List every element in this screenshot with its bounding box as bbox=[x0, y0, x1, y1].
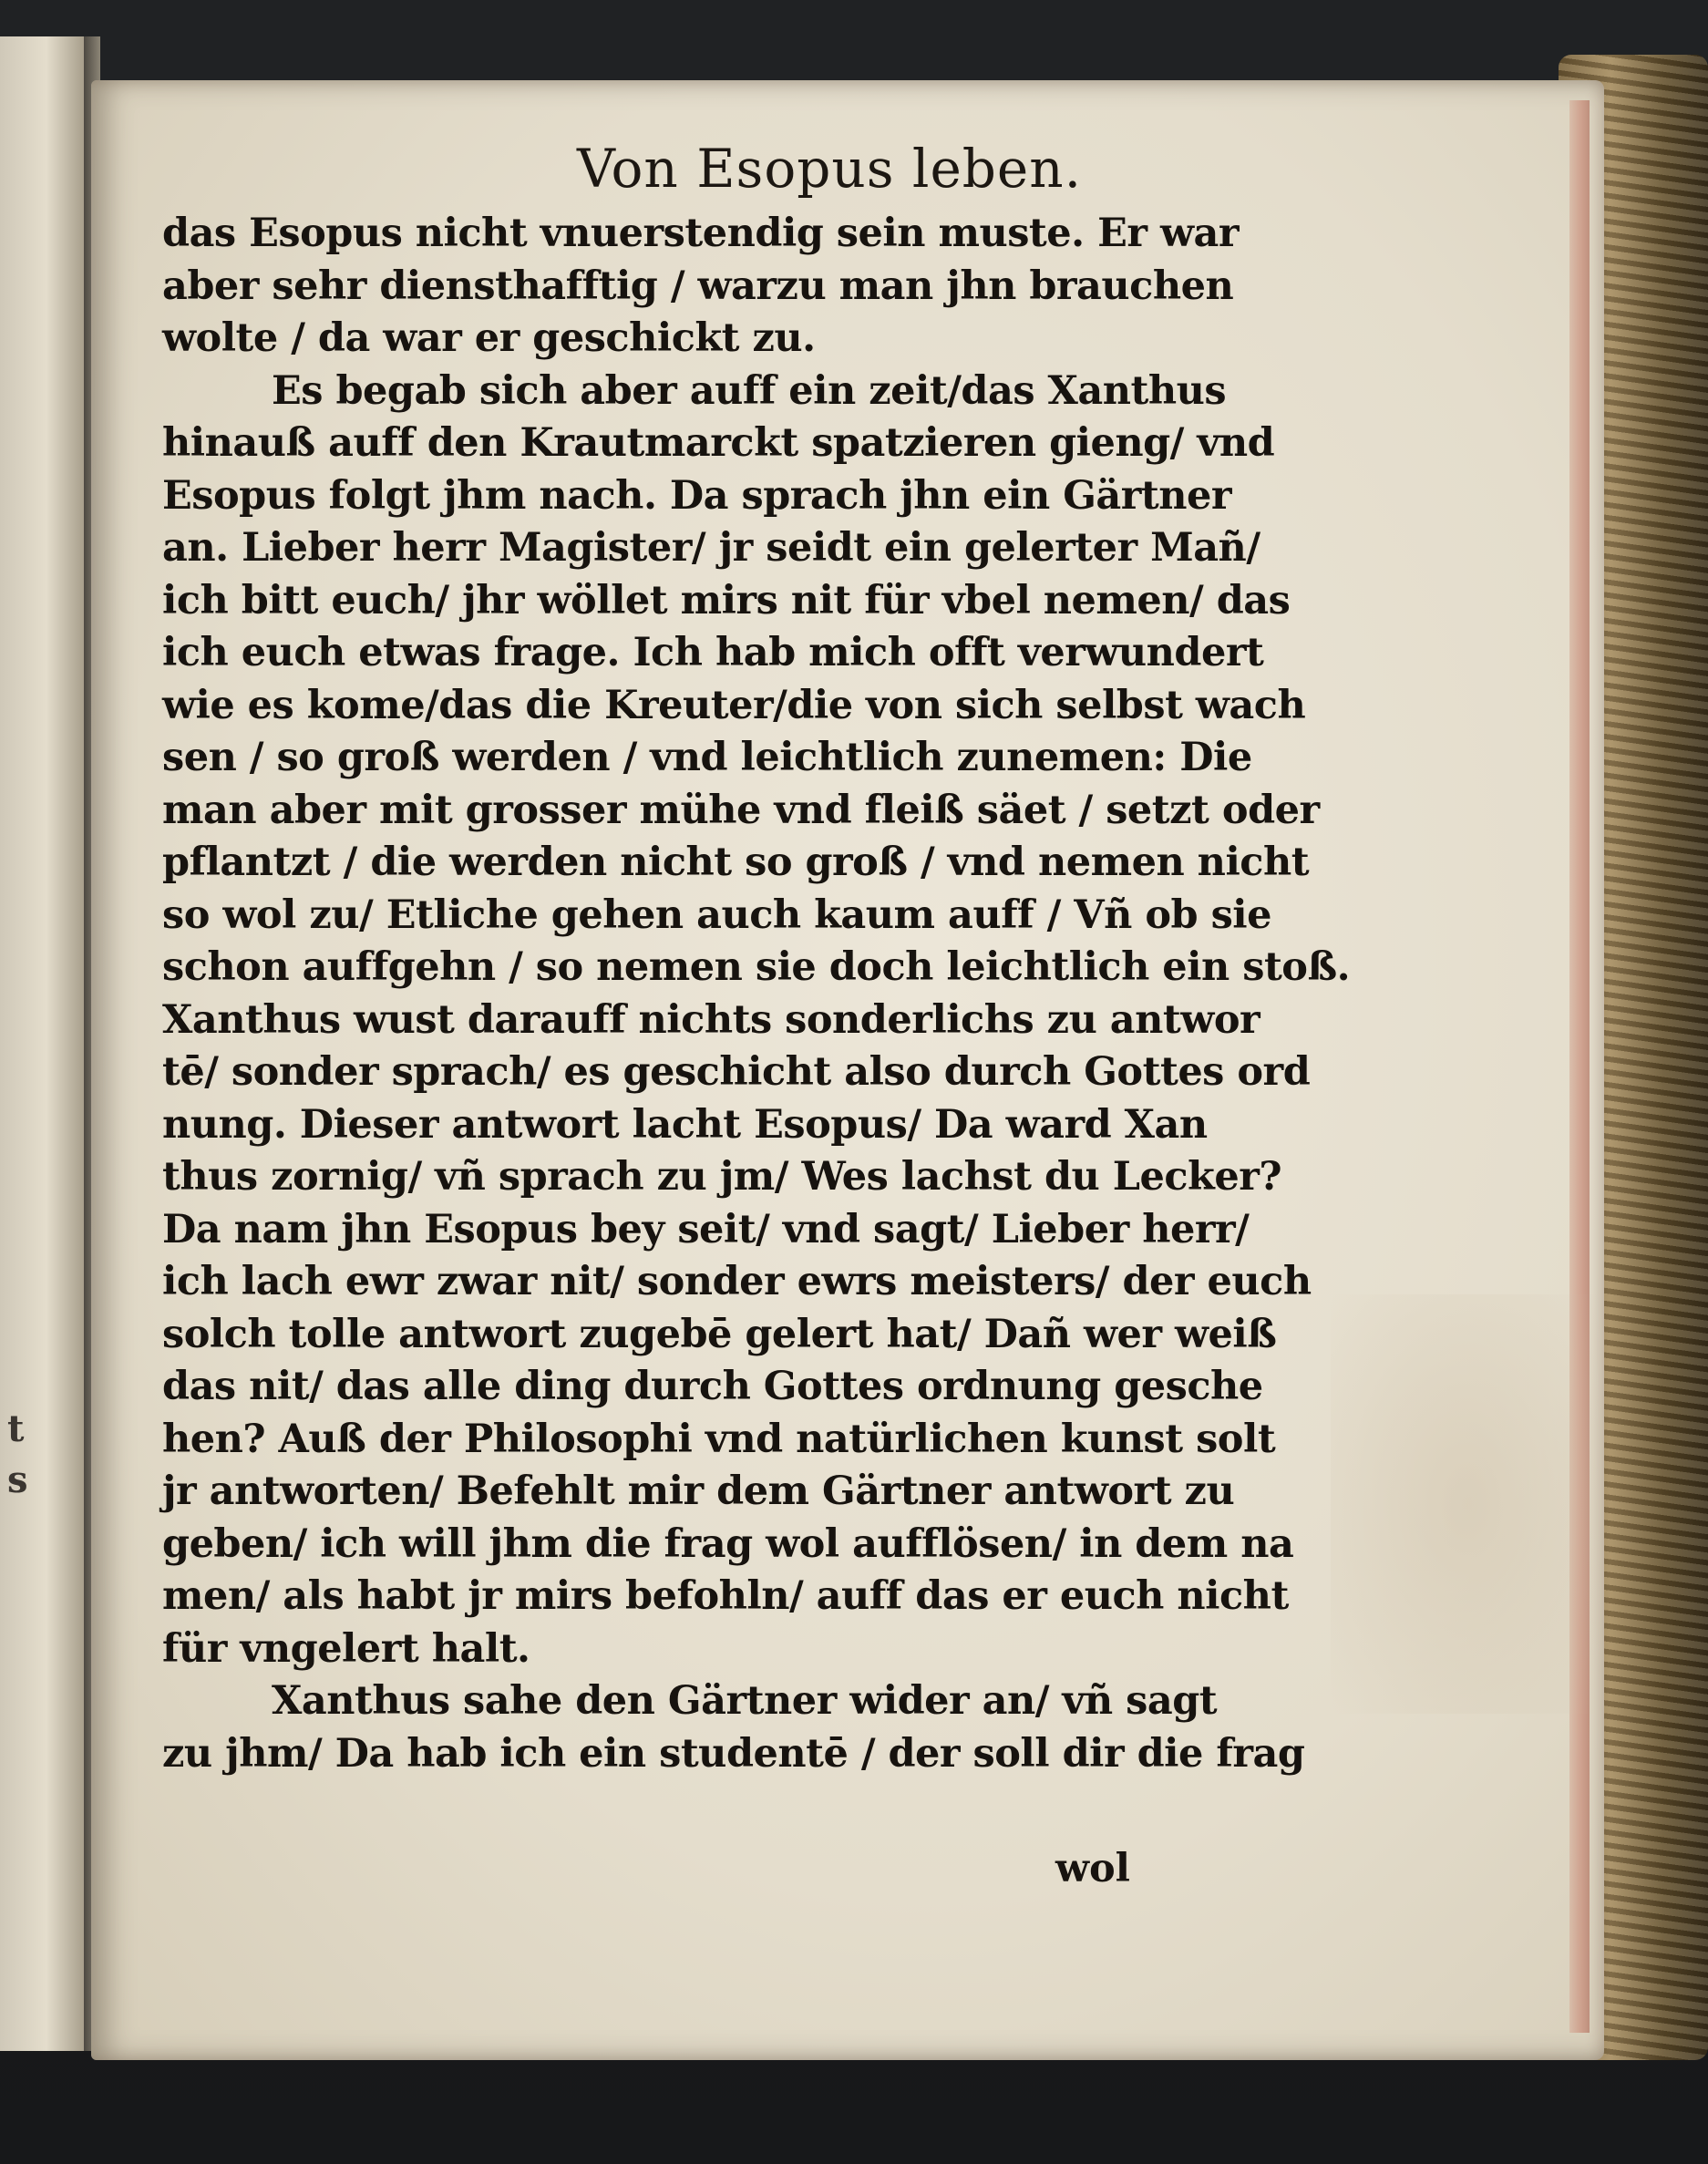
text-line: tē/ sonder sprach/ es geschicht also durch Gottes ord bbox=[162, 1049, 1311, 1095]
facing-page-letter: s bbox=[7, 1458, 28, 1501]
text-line: das nit/ das alle ding durch Gottes ordnung gesche bbox=[162, 1364, 1263, 1409]
text-line: geben/ ich will jhm die frag wol aufflösen/ in dem na bbox=[162, 1520, 1294, 1567]
text-line: an. Lieber herr Magister/ jr seidt ein gelerter Mañ/ bbox=[162, 525, 1260, 571]
text-line: Es begab sich aber auff ein zeit/das Xanthus bbox=[272, 367, 1227, 414]
text-line: so wol zu/ Etliche gehen auch kaum auff / Vñ ob sie bbox=[162, 891, 1271, 938]
text-line: ich euch etwas frage. Ich hab mich offt verwundert bbox=[162, 630, 1264, 675]
running-head: Von Esopus leben. bbox=[576, 138, 1083, 200]
text-line: Xanthus wust darauff nichts sonderlichs zu antwor bbox=[162, 996, 1260, 1043]
text-line: aber sehr diensthafftig / warzu man jhn brauchen bbox=[162, 263, 1234, 309]
facing-page-edge bbox=[0, 36, 87, 2051]
text-line: sen / so groß werden / vnd leichtlich zunemen: Die bbox=[162, 735, 1252, 780]
text-line: hinauß auff den Krautmarckt spatzieren gieng/ vnd bbox=[162, 420, 1275, 466]
text-block bbox=[162, 208, 1351, 1780]
text-line: Da nam jhn Esopus bey seit/ vnd sagt/ Lieber herr/ bbox=[162, 1206, 1250, 1252]
paper-stain bbox=[1331, 1294, 1604, 1714]
text-line: das Esopus nicht vnuerstendig sein muste. Er war bbox=[162, 211, 1240, 256]
text-line: pflantzt / die werden nicht so groß / vnd nemen nicht bbox=[162, 840, 1310, 885]
text-line: men/ als habt jr mirs befohln/ auff das er euch nicht bbox=[162, 1573, 1289, 1619]
text-line: man aber mit grosser mühe vnd fleiß säet / setzt oder bbox=[162, 787, 1320, 833]
text-line: ich bitt euch/ jhr wöllet mirs nit für vbel nemen/ das bbox=[162, 577, 1291, 623]
text-line: schon auffgehn / so nemen sie doch leichtlich ein stoß. bbox=[162, 944, 1351, 990]
page-edge bbox=[1569, 100, 1590, 2033]
text-line: jr antworten/ Befehlt mir dem Gärtner antwort zu bbox=[162, 1468, 1235, 1514]
text-line: Xanthus sahe den Gärtner wider an/ vñ sagt bbox=[272, 1678, 1218, 1724]
text-line: solch tolle antwort zugebē gelert hat/ Dañ wer weiß bbox=[162, 1311, 1277, 1357]
text-line: für vngelert halt. bbox=[162, 1625, 530, 1672]
text-line: hen? Auß der Philosophi vnd natürlichen kunst solt bbox=[162, 1416, 1276, 1462]
facing-page-letters bbox=[7, 1404, 26, 1506]
text-line: wie es kome/das die Kreuter/die von sich selbst wach bbox=[162, 682, 1306, 728]
text-line: wolte / da war er geschickt zu. bbox=[162, 315, 816, 361]
text-line: nung. Dieser antwort lacht Esopus/ Da ward Xan bbox=[162, 1101, 1208, 1148]
text-line: thus zornig/ vñ sprach zu jm/ Wes lachst du Lecker? bbox=[162, 1154, 1282, 1200]
text-line: Esopus folgt jhm nach. Da sprach jhn ein Gärtner bbox=[162, 472, 1232, 519]
facing-page-letter: t bbox=[7, 1407, 25, 1450]
text-line: ich lach ewr zwar nit/ sonder ewrs meisters/ der euch bbox=[162, 1259, 1312, 1304]
text-line: zu jhm/ Da hab ich ein studentē / der soll dir die frag bbox=[162, 1730, 1305, 1777]
catchword: wol bbox=[1055, 1846, 1130, 1891]
